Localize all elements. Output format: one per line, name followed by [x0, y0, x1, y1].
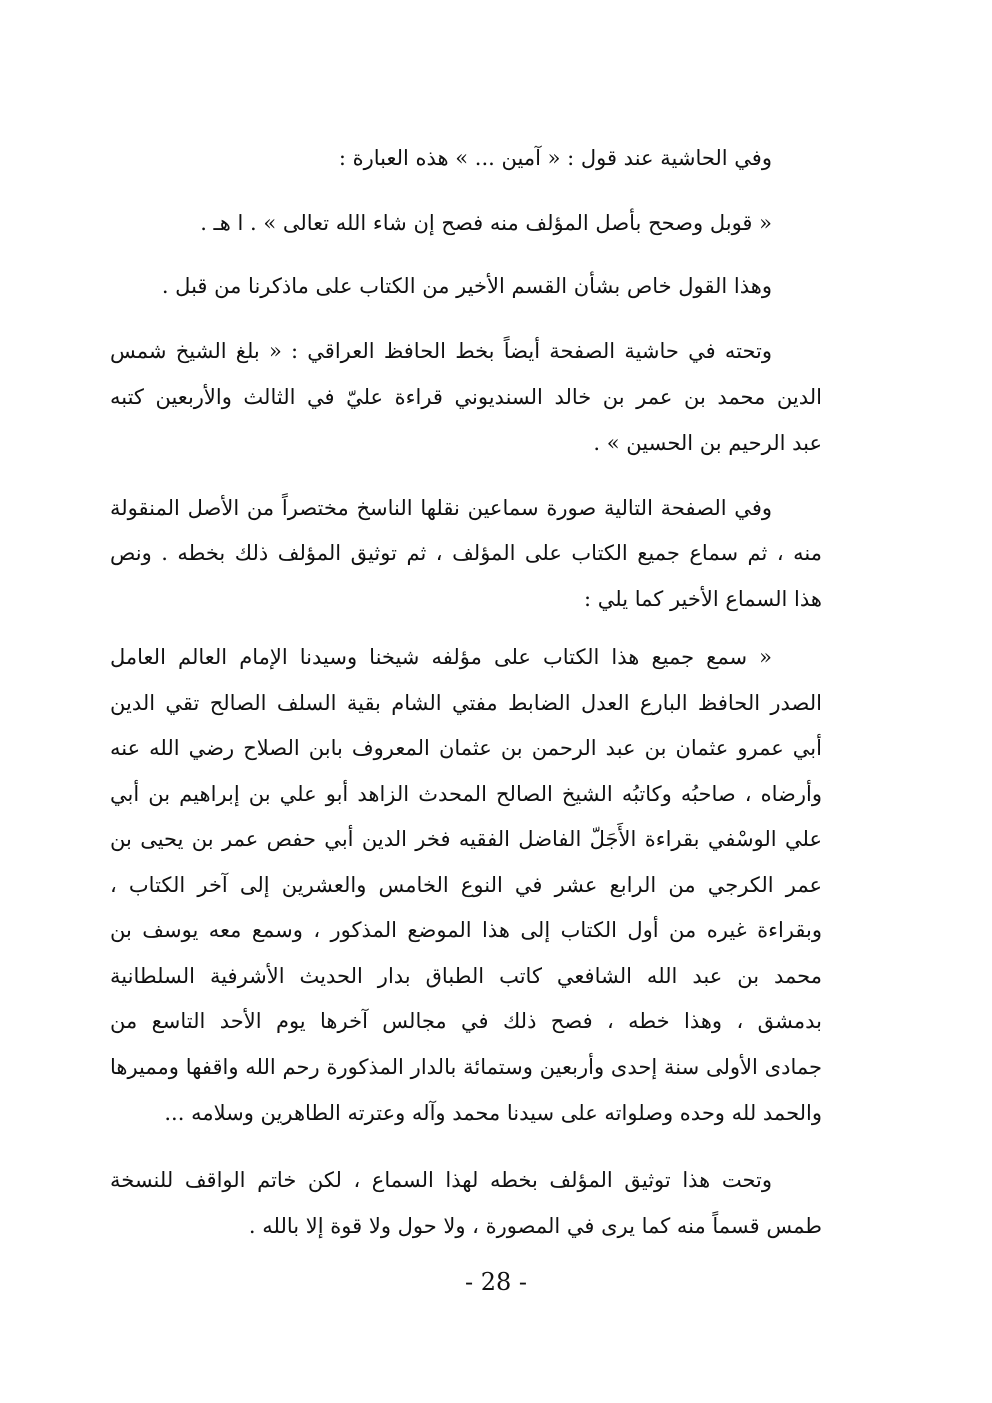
- text-line: وأرضاه ، صاحبُه وكاتبُه الشيخ الصالح المحدث الزاهد أبو علي بن إبراهيم بن أبي: [110, 782, 822, 806]
- text-line: « قوبل وصحح بأصل المؤلف منه فصح إن شاء الله تعالى » . ا هـ .: [200, 211, 772, 235]
- text-line: الدين محمد بن عمر بن خالد السنديوني قراءة عليّ في الثالث والأربعين كتبه: [110, 385, 822, 409]
- text-line: بدمشق ، وهذا خطه ، فصح ذلك في مجالس آخرها يوم الأحد التاسع من: [110, 1009, 822, 1033]
- text-line: وهذا القول خاص بشأن القسم الأخير من الكتاب على ماذكرنا من قبل .: [161, 274, 772, 298]
- text-line: أبي عمرو عثمان بن عبد الرحمن بن عثمان المعروف بابن الصلاح رضي الله عنه: [110, 736, 822, 760]
- body-text: [110, 0, 822, 1260]
- page-number: - 28 -: [464, 1268, 527, 1296]
- text-line: محمد بن عبد الله الشافعي كاتب الطباق بدار الحديث الأشرفية السلطانية: [110, 964, 822, 988]
- text-line: وفي الصفحة التالية صورة سماعين نقلها الناسخ مختصراً من الأصل المنقولة: [110, 496, 772, 520]
- text-line: طمس قسماً منه كما يرى في المصورة ، ولا حول ولا قوة إلا بالله .: [248, 1214, 822, 1238]
- text-line: علي الوسْفي بقراءة الأَجَلّ الفاضل الفقيه فخر الدين أبي حفص عمر بن يحيى بن: [110, 827, 822, 851]
- text-line: وبقراءة غيره من أول الكتاب إلى هذا الموضع المذكور ، وسمع معه يوسف بن: [110, 918, 822, 942]
- text-line: وتحت هذا توثيق المؤلف بخطه لهذا السماع ، لكن خاتم الواقف للنسخة: [110, 1168, 772, 1192]
- text-line: « سمع جميع هذا الكتاب على مؤلفه شيخنا وسيدنا الإمام العالم العامل: [110, 645, 772, 669]
- text-line: هذا السماع الأخير كما يلي :: [584, 587, 822, 611]
- text-line: منه ، ثم سماع جميع الكتاب على المؤلف ، ثم توثيق المؤلف ذلك بخطه . ونص: [110, 541, 822, 565]
- text-line: وفي الحاشية عند قول : « آمين ... » هذه العبارة :: [338, 146, 772, 170]
- text-line: والحمد لله وحده وصلواته على سيدنا محمد وآله وعترته الطاهرين وسلامه ...: [164, 1101, 822, 1125]
- text-line: وتحته في حاشية الصفحة أيضاً بخط الحافظ العراقي : « بلغ الشيخ شمس: [110, 339, 772, 363]
- text-line: عبد الرحيم بن الحسين » .: [593, 431, 822, 455]
- text-line: عمر الكرجي من الرابع عشر في النوع الخامس والعشرين إلى آخر الكتاب ،: [110, 873, 822, 897]
- text-line: جمادى الأولى سنة إحدى وأربعين وستمائة بالدار المذكورة رحم الله واقفها ومميرها: [110, 1055, 822, 1079]
- text-line: الصدر الحافظ البارع العدل الضابط مفتي الشام بقية السلف الصالح تقي الدين: [110, 691, 822, 715]
